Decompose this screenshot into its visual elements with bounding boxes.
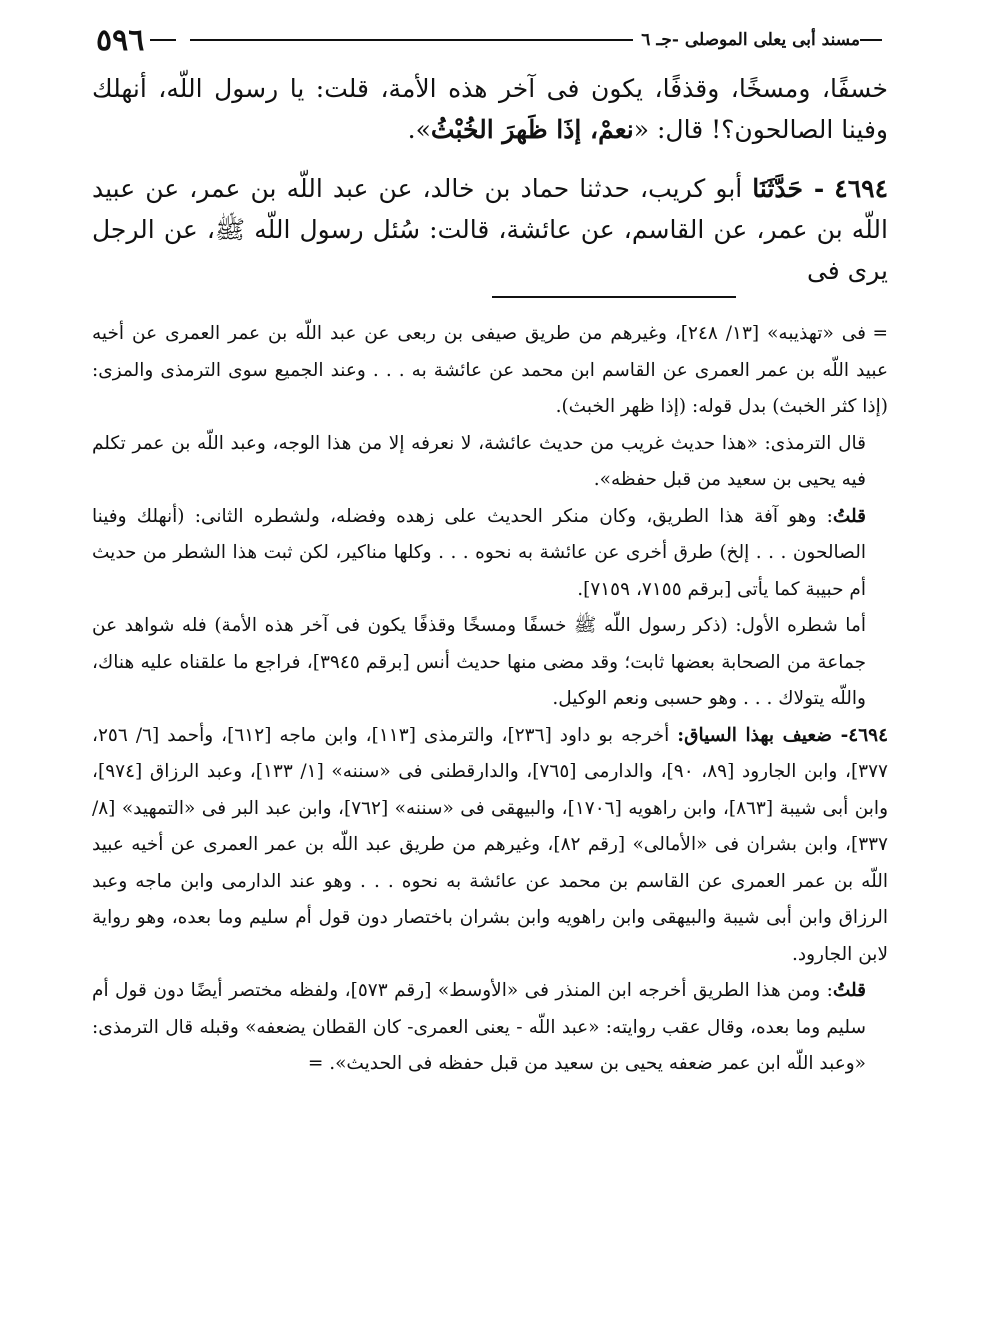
- footnote-text: : ومن هذا الطريق أخرجه ابن المنذر فى «الأوسط» [رقم ٥٧٣]، ولفظه مختصر أيضًا دون قول أم سليم وما بعده، وقال عقب روايته: «عبد اللّه - يعنى العمرى- كان القطان يضعفه» وقبله قال الترمذى: «وعبد اللّه ابن عمر ضعفه يحيى بن سعيد من قبل حفظه فى الحديث». =: [92, 980, 866, 1074]
- quote-close: ».: [407, 115, 431, 144]
- footnote-continuation: [92, 316, 888, 426]
- page-number: ٥٩٦: [96, 22, 145, 58]
- grade-label: - ضعيف بهذا السياق:: [677, 724, 849, 746]
- prophet-quote: نعمْ، إذَا ظَهرَ الخُبْثُ: [430, 115, 634, 144]
- footnote-text: فى «تهذيبه» [١٣/ ٢٤٨]، وغيرهم من طريق صيفى بن ربعى عن عبد اللّه بن عمر العمرى عن أخيه عبيد اللّه بن عمر العمرى عن القاسم ابن محمد عن عائشة به . . . وعند الجميع سوى الترمذى والمزى: (إذا كثر الخبث) بدل قوله: (إذا ظهر الخبث).: [92, 323, 888, 417]
- footnote-text: : وهو آفة هذا الطريق، وكان منكر الحديث على زهده وفضله، ولشطره الثانى: (أنهلك وفينا الصالحون . . . إلخ) طرق أخرى عن عائشة به نحوه . . . وكلها مناكير، لكن ثبت هذا الشطر من حديث أم حبيبة كما يأتى [برقم ٧١٥٥، ٧١٥٩].: [92, 505, 866, 600]
- hadith-lead: - حَدَّثَنَا: [752, 174, 825, 203]
- footnote-paragraph: [92, 499, 888, 609]
- footnote-paragraph: [92, 973, 888, 1083]
- paragraph-text: خسفًا، ومسخًا، وقذفًا، يكون فى آخر هذه الأمة، قلت: يا رسول اللّه، أنهلك وفينا الصالحون؟! قال: «: [92, 74, 888, 144]
- header-rule: [190, 39, 633, 41]
- header-dash: [150, 39, 176, 41]
- main-text: [92, 68, 888, 291]
- footnote-text: أخرجه بو داود [٢٣٦]، والترمذى [١١٣]، وابن ماجه [٦١٢]، وأحمد [٦/ ٢٥٦، ٣٧٧]، وابن الجارود [٨٩، ٩٠]، والدارمى [٧٦٥]، والدارقطنى فى «سننه» [١/ ١٣٣]، وعبد الرزاق [٩٧٤]، وابن أبى شيبة [٨٦٣]، وابن راهويه [١٧٠٦]، والبيهقى فى «سننه» [٧٦٢]، وابن عبد البر فى «التمهيد» [٨/ ٣٣٧]، وابن بشران فى «الأمالى» [رقم ٨٢]، وغيرهم من طريق عبد اللّه بن عمر العمرى عن أخيه عبيد اللّه بن عمر العمرى عن القاسم بن محمد عن عائشة به نحوه . . . وهو عند الدارمى وابن ماجه وعبد الرزاق وابن أبى شيبة والبيهقى وابن راهويه وابن بشران باختصار دون قول أم سليم وما بعده، وهو رواية لابن الجارود.: [92, 724, 888, 965]
- qultu-label: قلتُ: [832, 980, 866, 1001]
- footnote-separator: [492, 296, 736, 298]
- continuation-mark: =: [872, 323, 888, 344]
- hadith-text: أبو كريب، حدثنا حماد بن خالد، عن عبد اللّه بن عمر، عن عبيد اللّه بن عمر، عن القاسم، عن عائشة، قالت: سُئل رسول اللّه ﷺ، عن الرجل يرى فى: [92, 174, 888, 285]
- footnote-hadith-number: ٤٦٩٤: [848, 724, 889, 746]
- footnote-paragraph: [92, 426, 888, 499]
- footnote-paragraph: [92, 608, 888, 718]
- footnote-text: أما شطره الأول: (ذكر رسول اللّه ﷺ خسفًا ومسخًا وقذفًا يكون فى آخر هذه الأمة) فله شواهد عن جماعة من الصحابة بعضها ثابت؛ وقد مضى منها حديث أنس [برقم ٣٩٤٥]، فراجع ما علقناه عليه هناك، واللّه يتولاك . . . وهو حسبى ونعم الوكيل.: [92, 615, 867, 709]
- running-header: [92, 22, 888, 58]
- hadith-paragraph: [92, 168, 888, 291]
- book-title: مسند أبى يعلى الموصلى -جـ ٦: [641, 30, 860, 50]
- footnotes: [92, 316, 888, 1083]
- footnote-text: قال الترمذى: «هذا حديث غريب من حديث عائشة، لا نعرفه إلا من هذا الوجه، وعبد اللّه بن عمر تكلم فيه يحيى بن سعيد من قبل حفظه».: [92, 432, 866, 490]
- main-paragraph: [92, 68, 888, 150]
- hadith-number: ٤٦٩٤: [834, 174, 888, 203]
- header-dash-end: [860, 39, 882, 41]
- qultu-label: قلتُ: [832, 505, 866, 527]
- footnote-hadith-grade: [92, 718, 888, 974]
